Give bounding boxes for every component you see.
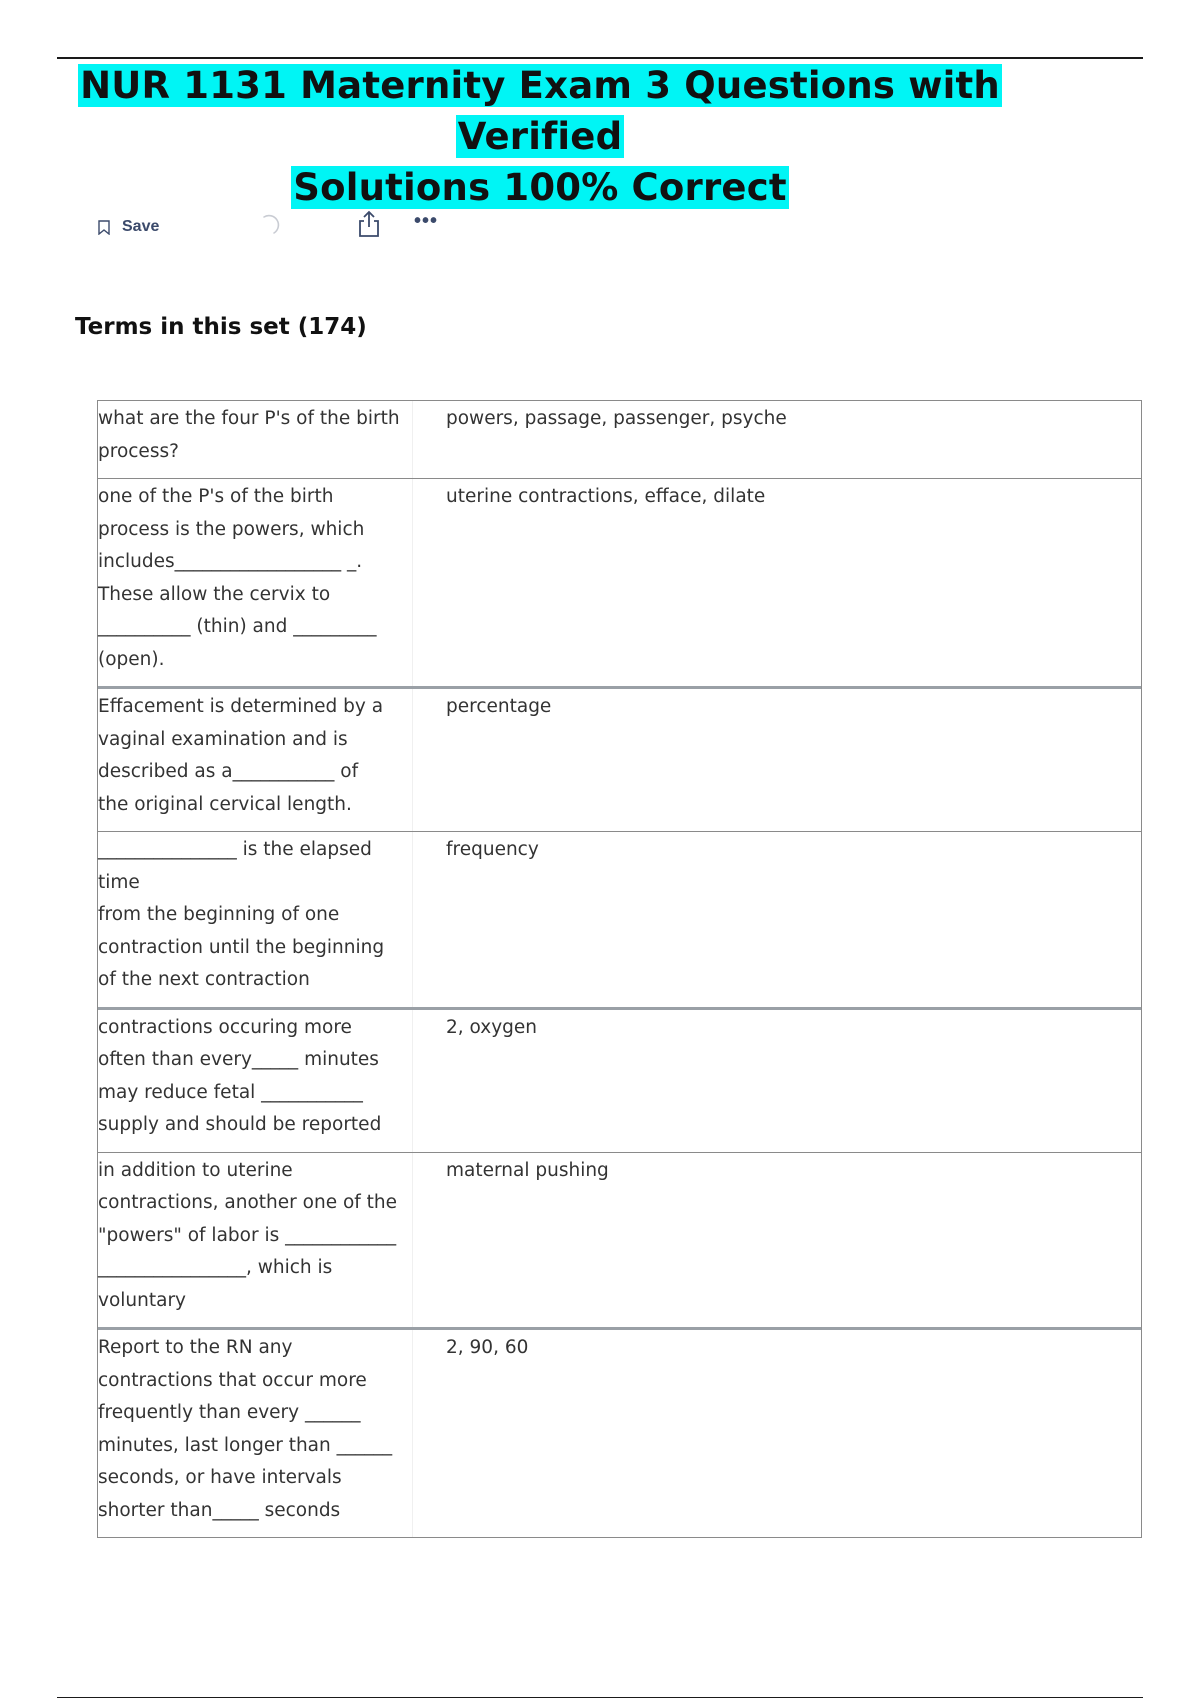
bookmark-icon <box>98 220 110 235</box>
title-line-1: NUR 1131 Maternity Exam 3 Questions with Verified <box>80 64 1000 158</box>
table-row <box>98 686 1141 831</box>
save-button[interactable] <box>98 218 159 236</box>
term-text: Report to the RN any contractions that occur more frequently than every ______ minutes, last longer than ______ seconds, or have intervals shorter than_____ seconds <box>98 1330 413 1537</box>
definition-text: 2, 90, 60 <box>446 1337 529 1358</box>
term-text: in addition to uterine contractions, another one of the "powers" of labor is ____________ ________________, which is voluntary <box>98 1153 413 1328</box>
table-row <box>98 1152 1141 1328</box>
terms-table <box>97 400 1142 1538</box>
table-row <box>98 401 1141 478</box>
spinner-icon <box>258 214 280 236</box>
term-text: one of the P's of the birth process is the powers, which includes__________________ _. These allow the cervix to __________ (thin) and _________ (open). <box>98 479 413 686</box>
table-row <box>98 1007 1141 1152</box>
definition-text: maternal pushing <box>446 1159 609 1181</box>
set-toolbar <box>98 210 439 242</box>
save-label: Save <box>122 218 160 235</box>
term-text: what are the four P's of the birth process? <box>98 401 413 478</box>
share-icon[interactable] <box>356 210 382 238</box>
definition-text: frequency <box>446 839 539 860</box>
top-rule <box>57 57 1143 59</box>
term-text: contractions occuring more often than every_____ minutes may reduce fetal ___________ supply and should be reported <box>98 1010 413 1152</box>
table-row <box>98 478 1141 686</box>
term-text: Effacement is determined by a vaginal examination and is described as a___________ of the original cervical length. <box>98 689 413 831</box>
term-text: _______________ is the elapsed time from the beginning of one contraction until the beginning of the next contraction <box>98 832 413 1007</box>
definition-text: percentage <box>446 696 552 717</box>
table-row <box>98 1327 1141 1537</box>
terms-heading: Terms in this set (174) <box>75 314 367 340</box>
definition-text: uterine contractions, efface, dilate <box>446 486 766 507</box>
definition-text: 2, oxygen <box>446 1016 538 1038</box>
bottom-rule <box>57 1697 1143 1698</box>
more-icon[interactable]: ••• <box>414 210 439 232</box>
title-line-2: Solutions 100% Correct <box>293 166 787 209</box>
table-row <box>98 831 1141 1007</box>
document-title <box>0 60 1080 213</box>
definition-text: powers, passage, passenger, psyche <box>446 408 787 429</box>
